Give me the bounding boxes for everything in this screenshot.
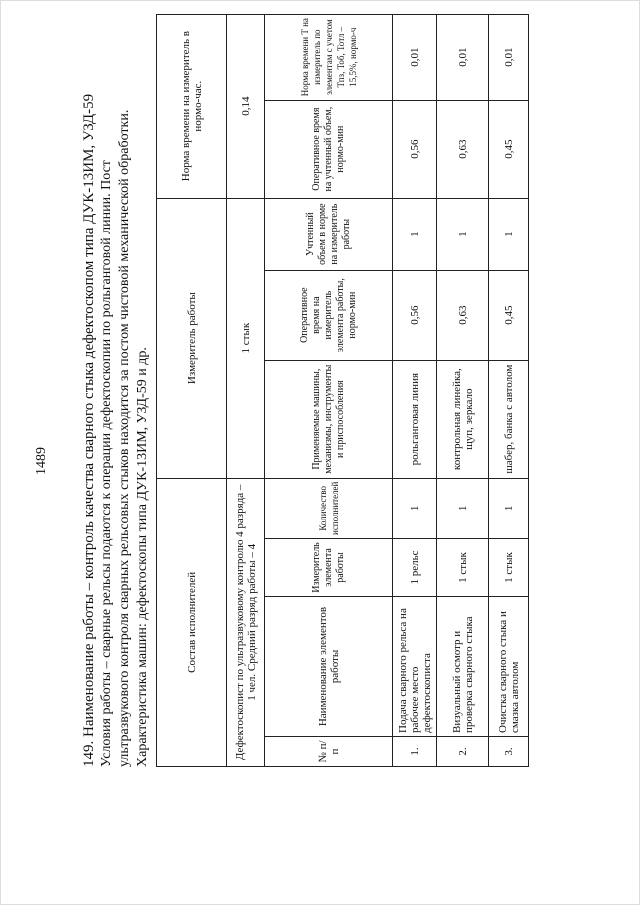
header-work-meter: Измеритель работы (157, 198, 227, 478)
header-operative-total: Оперативное время на учтенный объем, нормо-мин (265, 100, 393, 198)
header-volume: Учтенный объем в норме на измеритель работы (265, 198, 393, 270)
header-operative-time: Оперативное время на измеритель элемента работы, нормо-мин (265, 270, 393, 360)
row-3-volume: 1 (489, 198, 529, 270)
header-performers-count: Количество исполнителей (265, 478, 393, 538)
row-1-op-time: 0,56 (393, 270, 437, 360)
row-2-op-time: 0,63 (437, 270, 489, 360)
row-1-volume: 1 (393, 198, 437, 270)
summary-work-meter: 1 стык (227, 198, 265, 478)
header-norm-element: Норма времени Т на измеритель по элементам с учетом Тпз, Тоб, Тотл – 15,5%, нормо-ч (265, 14, 393, 100)
table-summary-row (227, 14, 265, 766)
row-2-count: 1 (437, 478, 489, 538)
row-3-count: 1 (489, 478, 529, 538)
row-3-op-total: 0,45 (489, 100, 529, 198)
header-staff: Состав исполнителей (157, 478, 227, 766)
heading-title: 149. Наименование работы – контроль качества сварного стыка дефектоскопом типа ДУК-13ИМ, УЗД-59 (81, 93, 97, 767)
table-row (393, 14, 437, 766)
heading-block (80, 77, 152, 767)
row-3-norm: 0,01 (489, 14, 529, 100)
row-2-norm: 0,01 (437, 14, 489, 100)
row-2-op-total: 0,63 (437, 100, 489, 198)
row-1-norm: 0,01 (393, 14, 437, 100)
row-2-name: Визуальный осмотр и проверка сварного стыка (437, 597, 489, 737)
row-3-num: 3. (489, 737, 529, 767)
row-1-machines: рольганговая линия (393, 360, 437, 478)
header-num: № п/п (265, 737, 393, 767)
header-element-meter: Измеритель элемента работы (265, 539, 393, 597)
row-1-meter: 1 рельс (393, 539, 437, 597)
row-3-op-time: 0,45 (489, 270, 529, 360)
table-row (437, 14, 489, 766)
summary-staff: Дефектоскопист по ультразвуковому контролю 4 разряда – 1 чел. Средний разряд работы – 4 (227, 478, 265, 766)
row-2-num: 2. (437, 737, 489, 767)
heading-line-3: Характеристика машин: дефектоскопы типа ДУК-13ИМ, УЗД-59 и др. (135, 347, 150, 767)
table-row (489, 14, 529, 766)
row-2-volume: 1 (437, 198, 489, 270)
row-2-machines: контрольная линейка, щуп, зеркало (437, 360, 489, 478)
norm-table (156, 14, 529, 767)
summary-norm-time: 0,14 (227, 14, 265, 198)
header-machines: Применяемые машины, механизмы, инструменты и приспособления (265, 360, 393, 478)
header-element-name: Наименование элементов работы (265, 597, 393, 737)
page-number: 1489 (34, 447, 49, 475)
heading-line-1: Условия работы – сварные рельсы подаются к операции дефектоскопии по рольганговой линии. Пост (99, 160, 114, 767)
table-header-row (157, 14, 227, 766)
heading-line-2: ультразвукового контроля сварных рельсовых стыков находится за постом чистовой механической обработки. (117, 109, 132, 767)
row-3-machines: шабер, банка с автолом (489, 360, 529, 478)
row-3-name: Очистка сварного стыка и смазка автолом (489, 597, 529, 737)
row-1-count: 1 (393, 478, 437, 538)
row-1-num: 1. (393, 737, 437, 767)
table-subheader-row (265, 14, 393, 766)
row-1-op-total: 0,56 (393, 100, 437, 198)
header-norm-time: Норма времени на измеритель в нормо-час. (157, 14, 227, 198)
row-3-meter: 1 стык (489, 539, 529, 597)
row-1-name: Подача сварного рельса на рабочее место дефектоскописта (393, 597, 437, 737)
row-2-meter: 1 стык (437, 539, 489, 597)
